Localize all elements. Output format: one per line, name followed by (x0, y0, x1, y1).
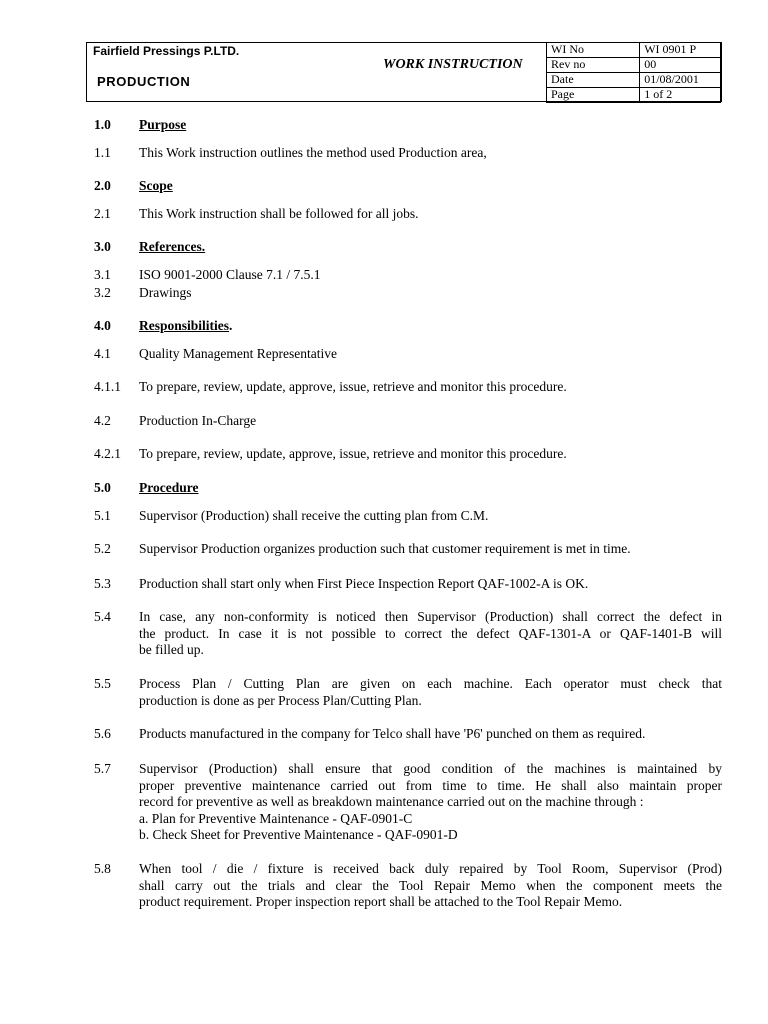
clause-text: Supervisor (Production) shall receive the cutting plan from C.M. (139, 508, 489, 523)
section-number: 2.0 (94, 178, 111, 193)
clause-line: Supervisor (Production) shall ensure that good condition of the machines is maintained by (139, 761, 722, 776)
section-number: 3.0 (94, 239, 111, 254)
section-title: Procedure (139, 480, 199, 495)
document-header (86, 42, 722, 102)
meta-row-page (547, 88, 721, 103)
clause-text: Production In-Charge (139, 413, 257, 428)
meta-value: 1 of 2 (640, 88, 721, 103)
document-meta-table (546, 42, 721, 103)
clause-text: This Work instruction shall be followed for all jobs. (139, 206, 419, 221)
meta-row-date (547, 73, 721, 88)
clause-number: 3.2 (94, 285, 111, 300)
meta-key: Rev no (547, 58, 640, 73)
clause-line: When tool / die / fixture is received back duly repaired by Tool Room, Supervisor (Prod) (139, 861, 722, 876)
clause-line: a. Plan for Preventive Maintenance - QAF-0901-C (139, 810, 413, 826)
meta-key: WI No (547, 43, 640, 58)
clause-line: the product. In case it is not possible to correct the defect QAF-1301-A or QAF-1401-B will (139, 625, 722, 641)
clause-number: 5.1 (94, 508, 111, 523)
clause-line: shall carry out the trials and clear the Tool Repair Memo when the component meets the (139, 877, 722, 893)
section-title: Responsibilities (139, 318, 230, 333)
meta-row-wi-no (547, 43, 721, 58)
clause-line: b. Check Sheet for Preventive Maintenance - QAF-0901-D (139, 827, 458, 842)
clause-number: 5.4 (94, 609, 111, 624)
meta-value: 00 (640, 58, 721, 73)
clause-number: 5.3 (94, 576, 111, 591)
clause-line: product requirement. Proper inspection report shall be attached to the Tool Repair Memo. (139, 894, 623, 909)
section-title-suffix: . (229, 318, 233, 333)
clause-text: Supervisor Production organizes production such that customer requirement is met in time. (139, 541, 631, 556)
clause-5-4-text (139, 609, 722, 659)
clause-line: Process Plan / Cutting Plan are given on each machine. Each operator must check that (139, 676, 722, 691)
section-number: 5.0 (94, 480, 111, 495)
clause-number: 1.1 (94, 145, 111, 160)
clause-text: Production shall start only when First Piece Inspection Report QAF-1002-A is OK. (139, 576, 589, 591)
clause-text: Products manufactured in the company for Telco shall have 'P6' punched on them as required. (139, 726, 646, 741)
meta-value: 01/08/2001 (640, 73, 721, 88)
clause-number: 5.8 (94, 861, 111, 876)
clause-text: Quality Management Representative (139, 346, 337, 361)
clause-number: 3.1 (94, 267, 111, 282)
clause-text: To prepare, review, update, approve, issue, retrieve and monitor this procedure. (139, 379, 567, 394)
clause-number: 5.7 (94, 761, 111, 776)
meta-row-rev-no (547, 58, 721, 73)
clause-line: record for preventive as well as breakdown maintenance carried out on the machine through : (139, 794, 644, 809)
clause-number: 5.2 (94, 541, 111, 556)
section-number: 4.0 (94, 318, 111, 333)
clause-5-5-text (139, 676, 722, 709)
clause-text: ISO 9001-2000 Clause 7.1 / 7.5.1 (139, 267, 321, 282)
section-title: Purpose (139, 117, 187, 132)
section-number: 1.0 (94, 117, 111, 132)
meta-key: Date (547, 73, 640, 88)
clause-line: be filled up. (139, 642, 204, 657)
clause-text: Drawings (139, 285, 192, 300)
clause-text: This Work instruction outlines the method used Production area, (139, 145, 487, 160)
clause-number: 5.5 (94, 676, 111, 691)
clause-line: In case, any non-conformity is noticed then Supervisor (Production) shall correct the defect in (139, 609, 722, 624)
department-name: PRODUCTION (97, 74, 191, 89)
clause-number: 2.1 (94, 206, 111, 221)
clause-number: 4.1 (94, 346, 111, 361)
company-name: Fairfield Pressings P.LTD. (93, 44, 240, 58)
meta-key: Page (547, 88, 640, 103)
clause-number: 4.2.1 (94, 446, 121, 461)
clause-5-7-text (139, 761, 722, 844)
clause-5-8-text (139, 861, 722, 911)
section-title: Scope (139, 178, 173, 193)
clause-number: 5.6 (94, 726, 111, 741)
clause-line: proper preventive maintenance carried out from time to time. He shall also maintain proper (139, 777, 722, 793)
clause-number: 4.1.1 (94, 379, 121, 394)
section-title: References. (139, 239, 206, 254)
document-title: WORK INSTRUCTION (383, 57, 523, 72)
clause-number: 4.2 (94, 413, 111, 428)
clause-text: To prepare, review, update, approve, issue, retrieve and monitor this procedure. (139, 446, 567, 461)
clause-line: production is done as per Process Plan/Cutting Plan. (139, 692, 422, 708)
meta-value: WI 0901 P (640, 43, 721, 58)
